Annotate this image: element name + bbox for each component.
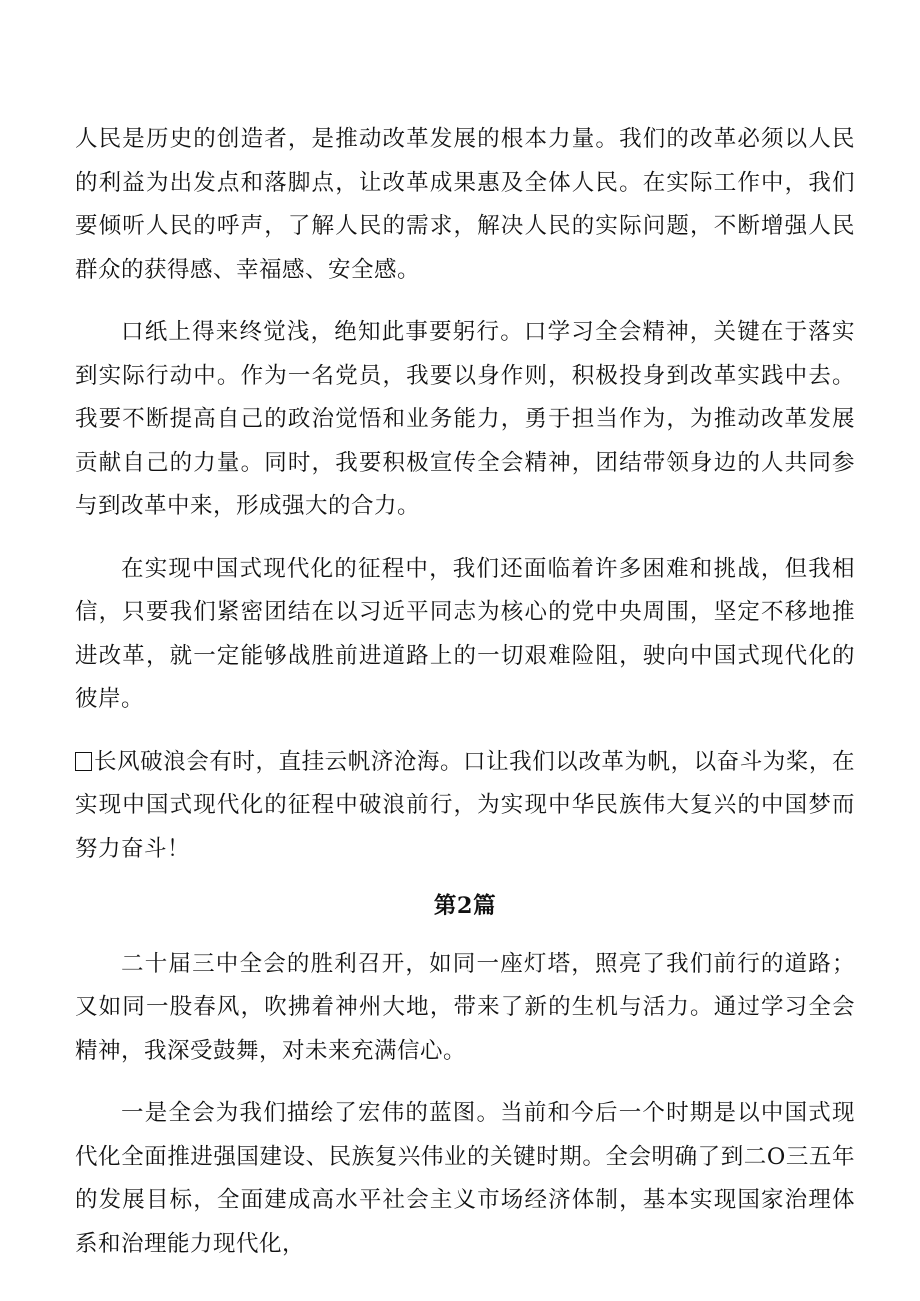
paragraph-4-text: 长风破浪会有时，直挂云帆济沧海。口让我们以改革为帆，以奋斗为桨，在实现中国式现代化的征程中破浪前行，为实现中华民族伟大复兴的中国梦而努力奋斗！ xyxy=(75,748,855,862)
paragraph-5: 二十届三中全会的胜利召开，如同一座灯塔，照亮了我们前行的道路；又如同一股春风，吹拂着神州大地，带来了新的生机与活力。通过学习全会精神，我深受鼓舞，对未来充满信心。 xyxy=(75,950,855,1064)
paragraph-gap xyxy=(75,1073,855,1092)
paragraph-1: 人民是历史的创造者，是推动改革发展的根本力量。我们的改革必须以人民的利益为出发点和落脚点，让改革成果惠及全体人民。在实际工作中，我们要倾听人民的呼声，了解人民的需求，解决人民的实际问题，不断增强人民群众的获得感、幸福感、安全感。 xyxy=(75,126,855,283)
paragraph-gap xyxy=(75,871,855,885)
box-glyph-icon xyxy=(75,752,92,771)
paragraph-gap xyxy=(75,722,855,741)
paragraph-4 xyxy=(75,741,855,872)
paragraph-gap xyxy=(75,529,855,548)
paragraph-6: 一是全会为我们描绘了宏伟的蓝图。当前和今后一个时期是以中国式现代化全面推进强国建设、民族复兴伟业的关键时期。全会明确了到二O三五年的发展目标，全面建成高水平社会主义市场经济体制，基本实现国家治理体系和治理能力现代化， xyxy=(75,1100,855,1257)
paragraph-2: 口纸上得来终觉浅，绝知此事要躬行。口学习全会精神，关键在于落实到实际行动中。作为一名党员，我要以身作则，积极投身到改革实践中去。我要不断提高自己的政治觉悟和业务能力，勇于担当作为，为推动改革发展贡献自己的力量。同时，我要积极宣传全会精神，团结带领身边的人共同参与到改革中来，形成强大的合力。 xyxy=(75,319,855,519)
paragraph-gap xyxy=(75,929,855,943)
paragraph-gap xyxy=(75,292,855,311)
paragraph-3: 在实现中国式现代化的征程中，我们还面临着许多困难和挑战，但我相信，只要我们紧密团结在以习近平同志为核心的党中央周围，坚定不移地推进改革，就一定能够战胜前进道路上的一切艰难险阻，驶向中国式现代化的彼岸。 xyxy=(75,555,855,712)
section-heading: 第2篇 xyxy=(433,893,497,919)
document-page xyxy=(75,118,855,1266)
